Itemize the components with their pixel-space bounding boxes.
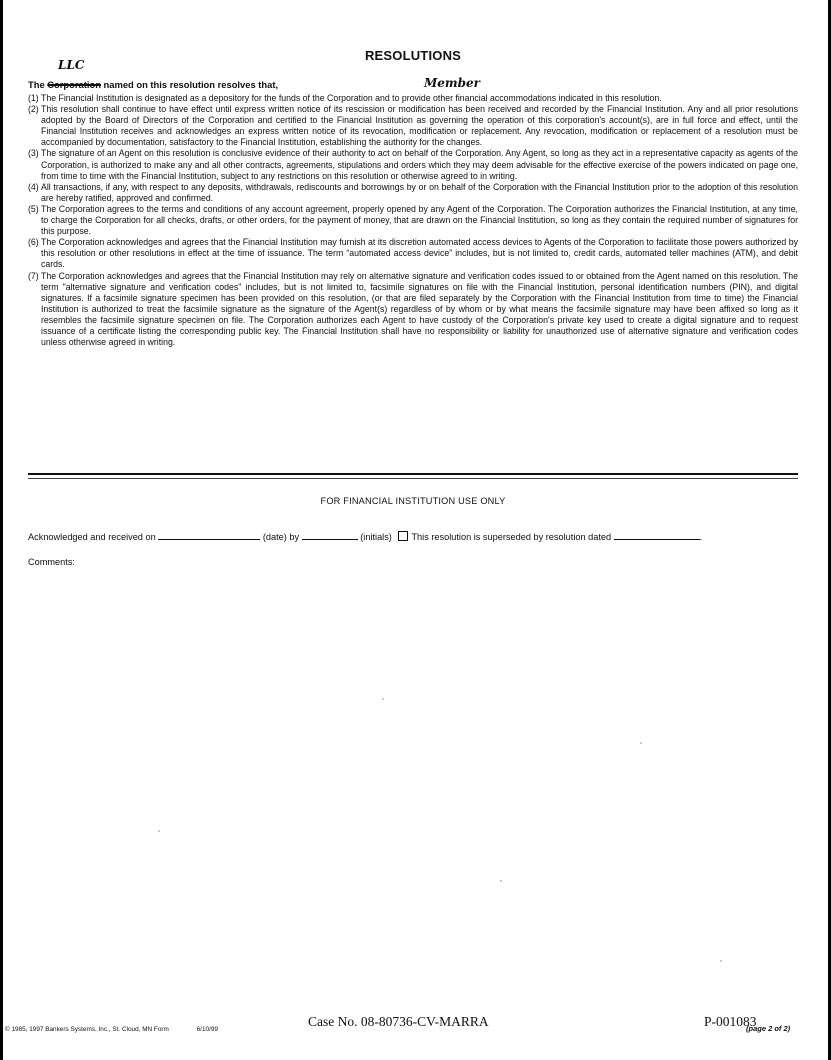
handwritten-member-annotation: Member — [424, 76, 480, 90]
resolution-number: (6) — [28, 237, 39, 248]
ack-by-field[interactable] — [302, 530, 358, 540]
intro-struck-word: Corporation — [47, 79, 101, 90]
comments-label: Comments: — [28, 557, 75, 567]
scan-speck — [640, 742, 642, 744]
resolution-text: The Corporation acknowledges and agrees that the Financial Institution may furnish at its discretion automated access devices to Agents of the Corporation to facilitate those powers authorized by this resolution or other resolutions in effect at the time of issuance. The term “automated access device” includes, but is not limited to, credit cards, automated teller machines (ATM), and debit cards. — [41, 237, 798, 270]
resolution-item — [28, 237, 798, 270]
resolution-item — [28, 104, 798, 148]
resolution-item — [28, 93, 798, 104]
resolution-item — [28, 204, 798, 237]
form-date: 6/10/99 — [196, 1026, 218, 1033]
resolution-text: The Corporation agrees to the terms and conditions of any account agreement, properly opened by any Agent of the Corporation. The Corporation authorizes the Financial Institution, at any time, to charge the Corporation for all checks, drafts, or other orders, for the payment of money, that are drawn on the Financial Institution, so long as they contain the required number of signatures for this purpose. — [41, 203, 798, 237]
scan-speck — [158, 830, 160, 832]
page-title: RESOLUTIONS — [364, 48, 462, 63]
resolution-list — [28, 93, 798, 348]
scan-speck — [720, 960, 722, 962]
resolution-item — [28, 271, 798, 349]
ack-date-field[interactable] — [158, 530, 260, 540]
bates-number-stamp: P-001083 — [704, 1014, 757, 1029]
resolution-number: (7) — [28, 270, 39, 281]
superseded-date-field[interactable] — [614, 530, 700, 540]
resolution-text: The Financial Institution is designated as a depository for the funds of the Corporation and to provide other financial accommodations indicated in this resolution. — [41, 93, 662, 103]
resolution-number: (2) — [28, 104, 39, 115]
copyright-footer — [5, 1026, 218, 1033]
section-divider-thin — [28, 478, 798, 479]
resolution-text: The signature of an Agent on this resolution is conclusive evidence of their authority to act on behalf of the Corporation. Any Agent, so long as they act in a representative capacity as agents of the Corporation, is authorized to make any and all other contracts, agreements, stipulations and orders which they may deem advisable for the effective exercise of the powers indicated on page one, from time to time with the Financial Institution, subject to any restrictions on this resolution or otherwise agreed to in writing. — [41, 148, 798, 181]
resolution-item — [28, 182, 798, 204]
scan-edge-left — [0, 0, 3, 1060]
intro-lead: The — [28, 79, 45, 90]
superseded-label: This resolution is superseded by resolution dated — [411, 532, 612, 542]
intro-line — [28, 79, 278, 90]
page-number: (page 2 of 2) — [746, 1024, 791, 1033]
scan-speck — [382, 698, 384, 700]
intro-rest: named on this resolution resolves that, — [103, 79, 279, 90]
resolution-number: (3) — [28, 148, 39, 159]
superseded-checkbox[interactable] — [398, 531, 408, 541]
resolution-item — [28, 148, 798, 181]
resolution-text: All transactions, if any, with respect to any deposits, withdrawals, rediscounts and borrowings by or on behalf of the Corporation with the Financial Institution prior to the adoption of this resolution are hereby ratified, approved and confirmed. — [41, 181, 798, 203]
scan-speck — [500, 880, 502, 882]
resolution-text: This resolution shall continue to have effect until express written notice of its rescission or modification has been received and recorded by the Financial Institution. Any and all prior resolutions adopted by the Board of Directors of the Corporation and certified to the Financial Institution as governing the operation of this corporation's account(s), are in full force and effect, until the Financial Institution receives and acknowledges an express written notice of its revocation, modification or replacement. Any revocation, modification or replacement of a resolution must be accompanied by documentation, satisfactory to the Financial Institution, establishing the authority for the changes. — [41, 104, 798, 148]
resolution-number: (1) — [28, 93, 39, 103]
section-divider — [28, 473, 798, 475]
acknowledgement-line: Acknowledged and received on (date) by (initials) This resolution is superseded by resolution dated . — [28, 532, 703, 542]
copyright-text: © 1985, 1997 Bankers Systems, Inc., St. Cloud, MN Form — [5, 1026, 169, 1033]
resolution-text: The Corporation acknowledges and agrees that the Financial Institution may rely on alternative signature and verification codes issued to or obtained from the Agent named on this resolution. The term "alternative signature and verification codes" includes, but is not limited to, facsimile signatures on file with the Financial Institution, personal identification numbers (PIN), and digital signatures. If a facsimile signature specimen has been provided on this resolution, (or that are filed separately by the Corporation with the Financial Institution from time to time) the Financial Institution is authorized to treat the facsimile signature as the signature of the Agent(s) regardless of by whom or by what means the facsimile signature may have been affixed so long as it resembles the facsimile signature specimen on file. The Corporation authorizes each Agent to have custody of the Corporation's private key used to create a digital signature and to request issuance of a certificate listing the corresponding public key. The Financial Institution shall have no responsibility or liability for unauthorized use of alternative signature and verification codes unless otherwise agreed in writing. — [41, 270, 798, 348]
fi-section-heading: FOR FINANCIAL INSTITUTION USE ONLY — [320, 496, 506, 506]
date-label: (date) by — [262, 532, 300, 542]
ack-label: Acknowledged and received on — [28, 532, 156, 542]
resolution-number: (4) — [28, 181, 39, 192]
initials-label: (initials) — [360, 532, 392, 542]
resolution-number: (5) — [28, 203, 39, 214]
case-number-stamp: Case No. 08-80736-CV-MARRA — [308, 1014, 489, 1029]
handwritten-llc-annotation: LLC — [58, 58, 85, 72]
